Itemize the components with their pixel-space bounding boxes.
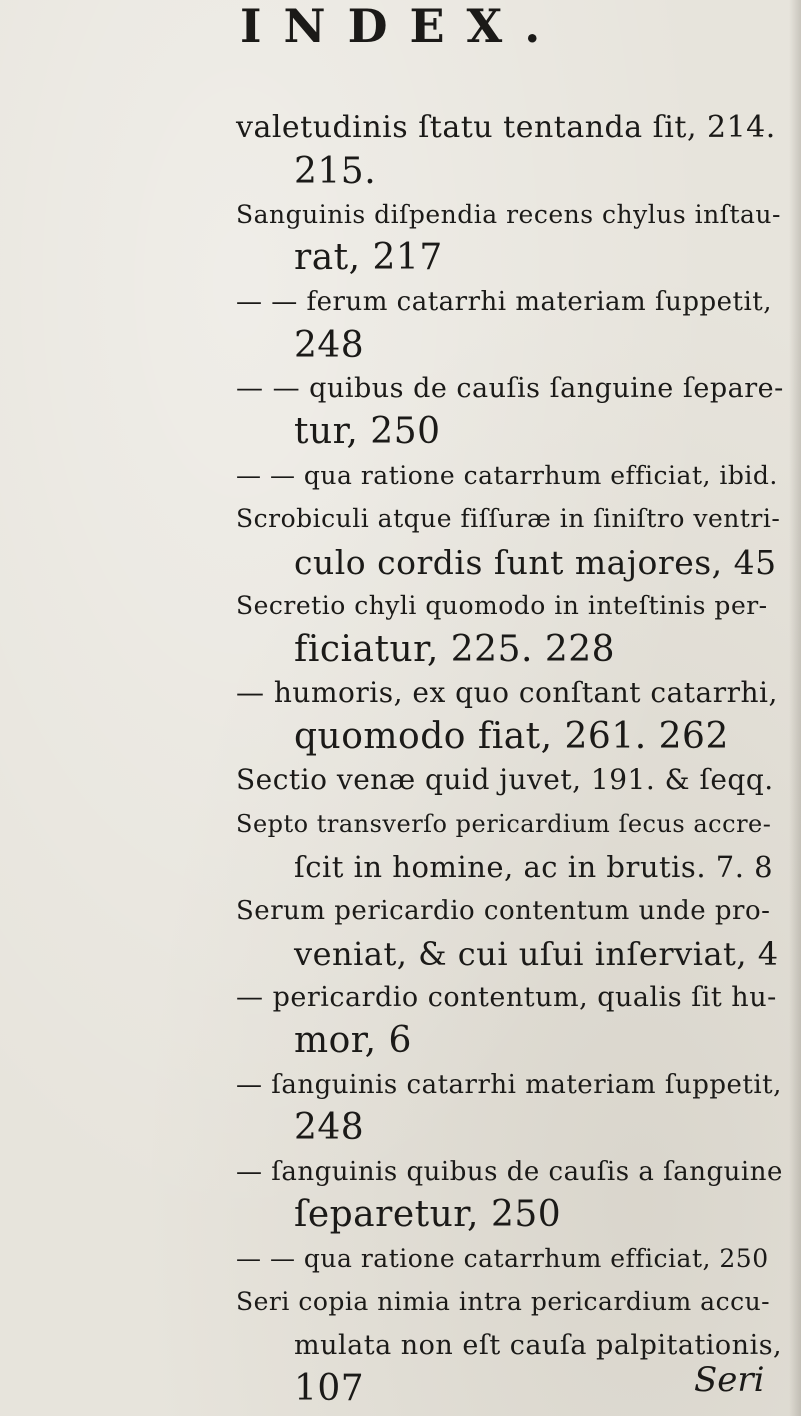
- entry-line: — ſanguinis quibus de cauſis a ſanguine: [236, 1157, 783, 1187]
- entry-sectio: Sectio venæ quid juvet, 191. & ſeqq.: [236, 763, 774, 796]
- entry-line: — ſanguinis catarrhi materiam ſuppetit,: [236, 1070, 782, 1100]
- entry-line: 107: [294, 1368, 365, 1409]
- entry-line: ſcit in homine, ac in brutis. 7. 8: [294, 850, 774, 884]
- entry-line: valetudinis ſtatu tentanda ſit, 214.: [236, 110, 776, 145]
- entry-line: ficiatur, 225. 228: [294, 629, 616, 670]
- entry-line: — — ferum catarrhi materiam ſuppetit,: [236, 287, 772, 317]
- entry-line: 248: [294, 325, 365, 366]
- entry-seri: Seri copia nimia intra pericardium accu-: [236, 1287, 771, 1316]
- entry-line: tur, 250: [294, 411, 441, 452]
- page-edge-shadow: [789, 0, 801, 1416]
- entry-serum: Serum pericardio contentum unde pro-: [236, 896, 771, 926]
- entry-line: — — quibus de cauſis ſanguine ſepare-: [236, 373, 784, 404]
- entry-line: — — qua ratione catarrhum efficiat, ibid.: [236, 461, 778, 490]
- entry-line: — humoris, ex quo conſtant catarrhi,: [236, 676, 778, 709]
- entry-line: mor, 6: [294, 1020, 412, 1061]
- entry-sanguinis: Sanguinis diſpendia recens chylus inſtau-: [236, 200, 781, 229]
- entry-line: 215.: [294, 151, 377, 192]
- entry-secretio: Secretio chyli quomodo in inteſtinis per-: [236, 591, 768, 620]
- entry-line: culo cordis ſunt majores, 45: [294, 543, 777, 582]
- entry-line: veniat, & cui uſui inſerviat, 4: [294, 935, 779, 973]
- entry-line: quomodo fiat, 261. 262: [294, 716, 729, 757]
- entry-line: rat, 217: [294, 237, 443, 278]
- entry-scrobiculi: Scrobiculi atque fiſſuræ in ſiniſtro ventri-: [236, 504, 781, 533]
- entry-line: — pericardio contentum, qualis ſit hu-: [236, 982, 777, 1013]
- entry-septo: Septo transverſo pericardium ſecus accre-: [236, 810, 772, 838]
- entry-line: 248: [294, 1107, 365, 1148]
- entry-line: — — qua ratione catarrhum efficiat, 250: [236, 1244, 769, 1273]
- catchword: Seri: [694, 1360, 765, 1400]
- page-header-index: INDEX.: [240, 0, 563, 53]
- entry-line: mulata non eſt cauſa palpitationis,: [294, 1330, 783, 1361]
- entry-line: ſeparetur, 250: [294, 1194, 562, 1235]
